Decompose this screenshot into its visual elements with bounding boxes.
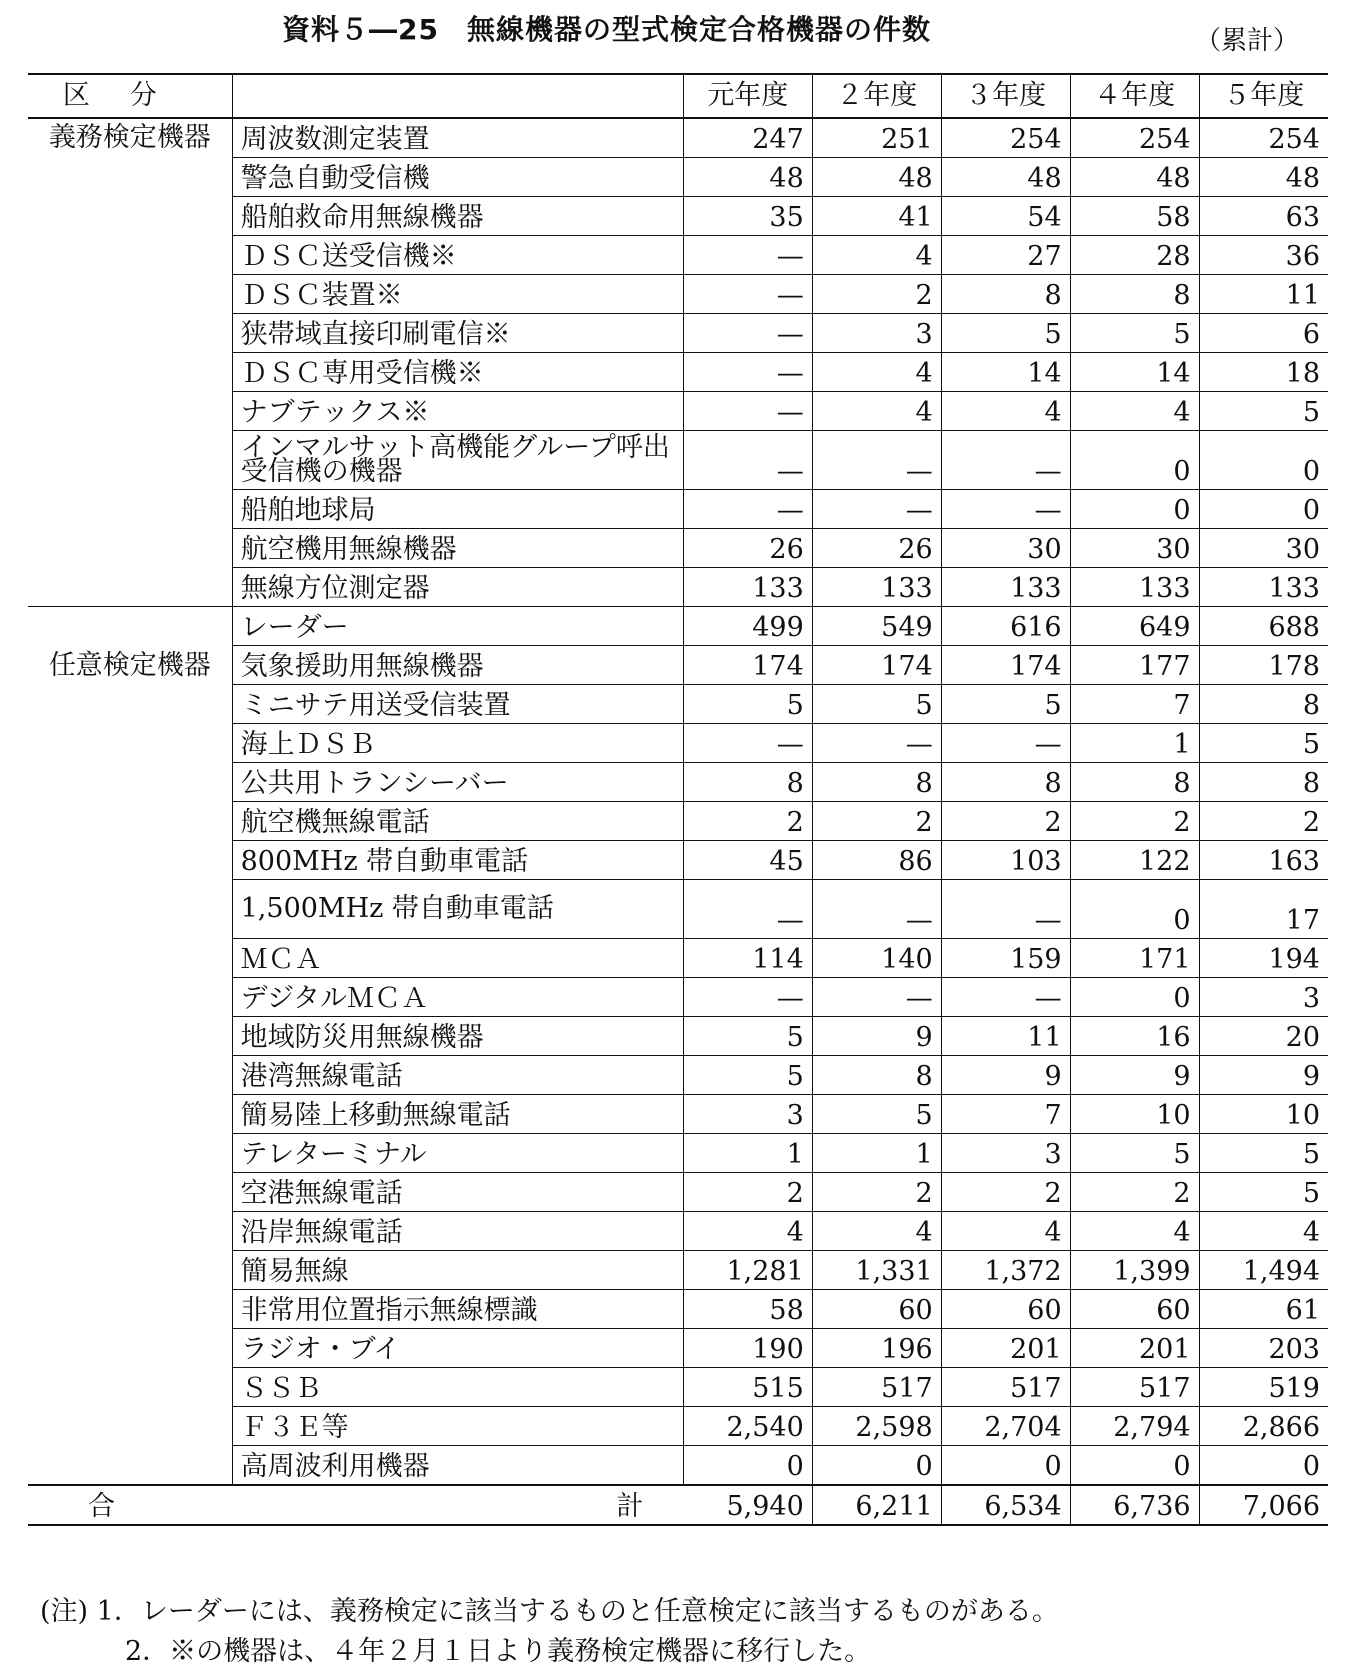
row-value: 3: [683, 1095, 812, 1134]
row-item-name: 船舶救命用無線機器: [232, 197, 683, 236]
row-value: 5: [683, 1056, 812, 1095]
header-category: 区分: [28, 74, 232, 118]
row-item-name: 簡易無線: [232, 1251, 683, 1290]
notes: [40, 1592, 1059, 1672]
row-value: 27: [941, 236, 1070, 275]
row-value: 7: [1070, 685, 1199, 724]
row-value: 8: [941, 275, 1070, 314]
row-item-name: 簡易陸上移動無線電話: [232, 1095, 683, 1134]
total-value: 7,066: [1199, 1485, 1328, 1525]
row-value: 5: [941, 314, 1070, 353]
row-value: 60: [812, 1290, 941, 1329]
row-value: 133: [1070, 568, 1199, 607]
row-value: 5: [1199, 1173, 1328, 1212]
row-value: —: [683, 978, 812, 1017]
row-value: —: [683, 880, 812, 939]
row-value: 30: [941, 529, 1070, 568]
row-value: 1: [812, 1134, 941, 1173]
row-value: 41: [812, 197, 941, 236]
row-value: 103: [941, 841, 1070, 880]
row-value: —: [683, 353, 812, 392]
row-value: —: [941, 490, 1070, 529]
row-value: 0: [1070, 1446, 1199, 1486]
row-value: —: [812, 490, 941, 529]
row-value: 4: [941, 392, 1070, 431]
group-label-mandatory: 義務検定機器: [28, 118, 232, 607]
row-value: 163: [1199, 841, 1328, 880]
row-value: —: [683, 392, 812, 431]
row-value: 8: [812, 1056, 941, 1095]
row-value: 2: [812, 275, 941, 314]
row-value: 5: [1199, 392, 1328, 431]
row-value: 2,598: [812, 1407, 941, 1446]
row-value: —: [683, 724, 812, 763]
note-1: (注) 1．レーダーには、義務検定に該当するものと任意検定に該当するものがある。: [40, 1596, 1059, 1627]
row-value: 2,540: [683, 1407, 812, 1446]
row-value: —: [812, 724, 941, 763]
row-value: 48: [941, 158, 1070, 197]
total-value: 5,940: [683, 1485, 812, 1525]
row-value: 5: [812, 685, 941, 724]
row-value: 8: [1070, 275, 1199, 314]
row-item-name: ラジオ・ブイ: [232, 1329, 683, 1368]
row-value: 247: [683, 118, 812, 158]
total-value: 6,534: [941, 1485, 1070, 1525]
row-item-name: ミニサテ用送受信装置: [232, 685, 683, 724]
row-value: 6: [1199, 314, 1328, 353]
row-value: 9: [1070, 1056, 1199, 1095]
row-value: 4: [1199, 1212, 1328, 1251]
row-value: 8: [1199, 685, 1328, 724]
row-value: 178: [1199, 646, 1328, 685]
row-value: 0: [812, 1446, 941, 1486]
row-value: 2: [1070, 1173, 1199, 1212]
row-value: —: [683, 431, 812, 490]
row-value: 4: [812, 236, 941, 275]
row-item-name: 800MHz 帯自動車電話: [232, 841, 683, 880]
row-value: 2,866: [1199, 1407, 1328, 1446]
row-value: 60: [1070, 1290, 1199, 1329]
row-value: 8: [1070, 763, 1199, 802]
row-value: 9: [1199, 1056, 1328, 1095]
row-item-name: 海上ＤＳＢ: [232, 724, 683, 763]
row-value: 4: [941, 1212, 1070, 1251]
document-title: [282, 8, 931, 48]
row-value: 7: [941, 1095, 1070, 1134]
row-value: 3: [812, 314, 941, 353]
row-value: 0: [1199, 1446, 1328, 1486]
row-value: 5: [1199, 724, 1328, 763]
row-value: 649: [1070, 607, 1199, 646]
row-item-name: デジタルＭＣＡ: [232, 978, 683, 1017]
total-label: 合計: [28, 1485, 683, 1525]
row-item-name: 気象援助用無線機器: [232, 646, 683, 685]
document-title-text: 無線機器の型式検定合格機器の件数: [466, 13, 931, 46]
table-row: [28, 118, 1328, 158]
row-item-name: 非常用位置指示無線標識: [232, 1290, 683, 1329]
row-value: 26: [683, 529, 812, 568]
row-value: 8: [683, 763, 812, 802]
row-value: 5: [1070, 1134, 1199, 1173]
total-value: 6,736: [1070, 1485, 1199, 1525]
row-value: 254: [941, 118, 1070, 158]
row-value: 2,794: [1070, 1407, 1199, 1446]
row-item-name: 沿岸無線電話: [232, 1212, 683, 1251]
row-value: 10: [1070, 1095, 1199, 1134]
total-value: 6,211: [812, 1485, 941, 1525]
row-item-name: 警急自動受信機: [232, 158, 683, 197]
row-value: 133: [941, 568, 1070, 607]
row-value: 1,494: [1199, 1251, 1328, 1290]
row-value: 3: [941, 1134, 1070, 1173]
row-value: 517: [941, 1368, 1070, 1407]
row-value: 45: [683, 841, 812, 880]
header-row: [28, 74, 1328, 118]
table-body: [28, 74, 1328, 1525]
row-value: 140: [812, 939, 941, 978]
row-item-name: テレターミナル: [232, 1134, 683, 1173]
row-value: 517: [1070, 1368, 1199, 1407]
row-value: 616: [941, 607, 1070, 646]
row-item-name: 空港無線電話: [232, 1173, 683, 1212]
row-value: 8: [941, 763, 1070, 802]
row-value: 63: [1199, 197, 1328, 236]
header-year-3: ３年度: [941, 74, 1070, 118]
group-label-optional: 任意検定機器: [28, 607, 232, 1486]
row-value: 171: [1070, 939, 1199, 978]
row-value: 1,399: [1070, 1251, 1199, 1290]
row-value: —: [941, 724, 1070, 763]
row-value: 251: [812, 118, 941, 158]
header-year-5: ５年度: [1199, 74, 1328, 118]
row-value: 48: [812, 158, 941, 197]
row-value: 190: [683, 1329, 812, 1368]
row-value: 0: [1070, 978, 1199, 1017]
row-value: 133: [812, 568, 941, 607]
row-value: 1: [683, 1134, 812, 1173]
row-value: —: [683, 314, 812, 353]
row-value: —: [683, 275, 812, 314]
row-value: 61: [1199, 1290, 1328, 1329]
row-value: 254: [1199, 118, 1328, 158]
row-value: 20: [1199, 1017, 1328, 1056]
row-value: 14: [1070, 353, 1199, 392]
row-value: —: [812, 978, 941, 1017]
row-value: 4: [683, 1212, 812, 1251]
row-item-name: 狭帯域直接印刷電信※: [232, 314, 683, 353]
row-value: 58: [683, 1290, 812, 1329]
row-value: 0: [1070, 490, 1199, 529]
row-value: 4: [812, 1212, 941, 1251]
row-value: 114: [683, 939, 812, 978]
document-code: 資料５―25: [282, 13, 439, 46]
row-value: 8: [1199, 763, 1328, 802]
row-value: 499: [683, 607, 812, 646]
row-value: 2: [683, 802, 812, 841]
row-value: 3: [1199, 978, 1328, 1017]
row-value: 18: [1199, 353, 1328, 392]
row-item-name: レーダー: [232, 607, 683, 646]
row-value: 11: [1199, 275, 1328, 314]
row-value: 0: [1070, 431, 1199, 490]
row-value: 5: [1199, 1134, 1328, 1173]
row-value: —: [812, 431, 941, 490]
row-item-name: 無線方位測定器: [232, 568, 683, 607]
row-value: 48: [1070, 158, 1199, 197]
row-value: 1,281: [683, 1251, 812, 1290]
row-item-name: 航空機無線電話: [232, 802, 683, 841]
row-value: 177: [1070, 646, 1199, 685]
row-value: 36: [1199, 236, 1328, 275]
row-value: —: [683, 236, 812, 275]
cumulative-label: （累計）: [1195, 26, 1300, 56]
row-value: 194: [1199, 939, 1328, 978]
row-value: 174: [812, 646, 941, 685]
row-value: 1,331: [812, 1251, 941, 1290]
row-value: 14: [941, 353, 1070, 392]
row-value: 10: [1199, 1095, 1328, 1134]
row-value: 203: [1199, 1329, 1328, 1368]
row-value: 2: [683, 1173, 812, 1212]
row-value: —: [941, 880, 1070, 939]
row-value: 48: [683, 158, 812, 197]
row-value: 4: [1070, 1212, 1199, 1251]
row-item-name: インマルサット高機能グループ呼出受信機の機器: [232, 431, 683, 490]
row-value: 35: [683, 197, 812, 236]
row-value: 4: [812, 353, 941, 392]
row-value: 30: [1070, 529, 1199, 568]
row-value: 60: [941, 1290, 1070, 1329]
row-value: 2,704: [941, 1407, 1070, 1446]
row-value: 0: [683, 1446, 812, 1486]
row-value: —: [683, 490, 812, 529]
row-item-name: ＤＳＣ専用受信機※: [232, 353, 683, 392]
total-row: [28, 1485, 1328, 1525]
row-item-name: 公共用トランシーバー: [232, 763, 683, 802]
row-value: 4: [1070, 392, 1199, 431]
row-value: 133: [1199, 568, 1328, 607]
row-value: 48: [1199, 158, 1328, 197]
row-value: 515: [683, 1368, 812, 1407]
row-item-name: ＤＳＣ送受信機※: [232, 236, 683, 275]
row-item-name: 航空機用無線機器: [232, 529, 683, 568]
row-value: 2: [941, 802, 1070, 841]
row-value: 549: [812, 607, 941, 646]
row-value: 0: [1199, 490, 1328, 529]
row-value: 0: [941, 1446, 1070, 1486]
table-row: [28, 607, 1328, 646]
note-2: 2．※の機器は、４年２月１日より義務検定機器に移行した。: [125, 1636, 872, 1667]
row-item-name: 周波数測定装置: [232, 118, 683, 158]
row-value: 0: [1199, 431, 1328, 490]
row-value: 133: [683, 568, 812, 607]
row-value: 519: [1199, 1368, 1328, 1407]
row-value: 2: [812, 802, 941, 841]
header-year-2: ２年度: [812, 74, 941, 118]
row-value: 28: [1070, 236, 1199, 275]
row-value: 159: [941, 939, 1070, 978]
row-value: 174: [683, 646, 812, 685]
data-table: [28, 73, 1328, 1526]
row-value: 9: [812, 1017, 941, 1056]
row-value: 254: [1070, 118, 1199, 158]
row-value: 2: [941, 1173, 1070, 1212]
row-value: 517: [812, 1368, 941, 1407]
row-item-name: 港湾無線電話: [232, 1056, 683, 1095]
row-value: 688: [1199, 607, 1328, 646]
row-value: 86: [812, 841, 941, 880]
header-item-blank: [232, 74, 683, 118]
row-value: —: [941, 978, 1070, 1017]
row-value: 201: [941, 1329, 1070, 1368]
row-item-name: 地域防災用無線機器: [232, 1017, 683, 1056]
row-value: —: [812, 880, 941, 939]
row-value: 5: [1070, 314, 1199, 353]
row-value: 17: [1199, 880, 1328, 939]
row-value: 196: [812, 1329, 941, 1368]
row-value: 2: [812, 1173, 941, 1212]
row-value: 122: [1070, 841, 1199, 880]
row-value: 5: [812, 1095, 941, 1134]
row-value: 5: [683, 685, 812, 724]
row-item-name: ＤＳＣ装置※: [232, 275, 683, 314]
row-value: 8: [812, 763, 941, 802]
row-value: 0: [1070, 880, 1199, 939]
row-item-name: 船舶地球局: [232, 490, 683, 529]
row-value: 174: [941, 646, 1070, 685]
header-year-4: ４年度: [1070, 74, 1199, 118]
row-value: 1: [1070, 724, 1199, 763]
row-value: 1,372: [941, 1251, 1070, 1290]
row-value: 2: [1070, 802, 1199, 841]
row-item-name: ＳＳＢ: [232, 1368, 683, 1407]
row-value: 5: [683, 1017, 812, 1056]
row-item-name: ＭＣＡ: [232, 939, 683, 978]
row-value: 58: [1070, 197, 1199, 236]
row-value: 30: [1199, 529, 1328, 568]
header-year-1: 元年度: [683, 74, 812, 118]
row-value: 16: [1070, 1017, 1199, 1056]
row-value: 5: [941, 685, 1070, 724]
row-value: 11: [941, 1017, 1070, 1056]
row-value: 201: [1070, 1329, 1199, 1368]
row-value: 4: [812, 392, 941, 431]
row-item-name: ナブテックス※: [232, 392, 683, 431]
row-value: 54: [941, 197, 1070, 236]
row-item-name: 高周波利用機器: [232, 1446, 683, 1486]
row-item-name: 1,500MHz 帯自動車電話: [232, 880, 683, 939]
row-item-name: Ｆ３Ｅ等: [232, 1407, 683, 1446]
row-value: 9: [941, 1056, 1070, 1095]
row-value: 2: [1199, 802, 1328, 841]
row-value: —: [941, 431, 1070, 490]
row-value: 26: [812, 529, 941, 568]
